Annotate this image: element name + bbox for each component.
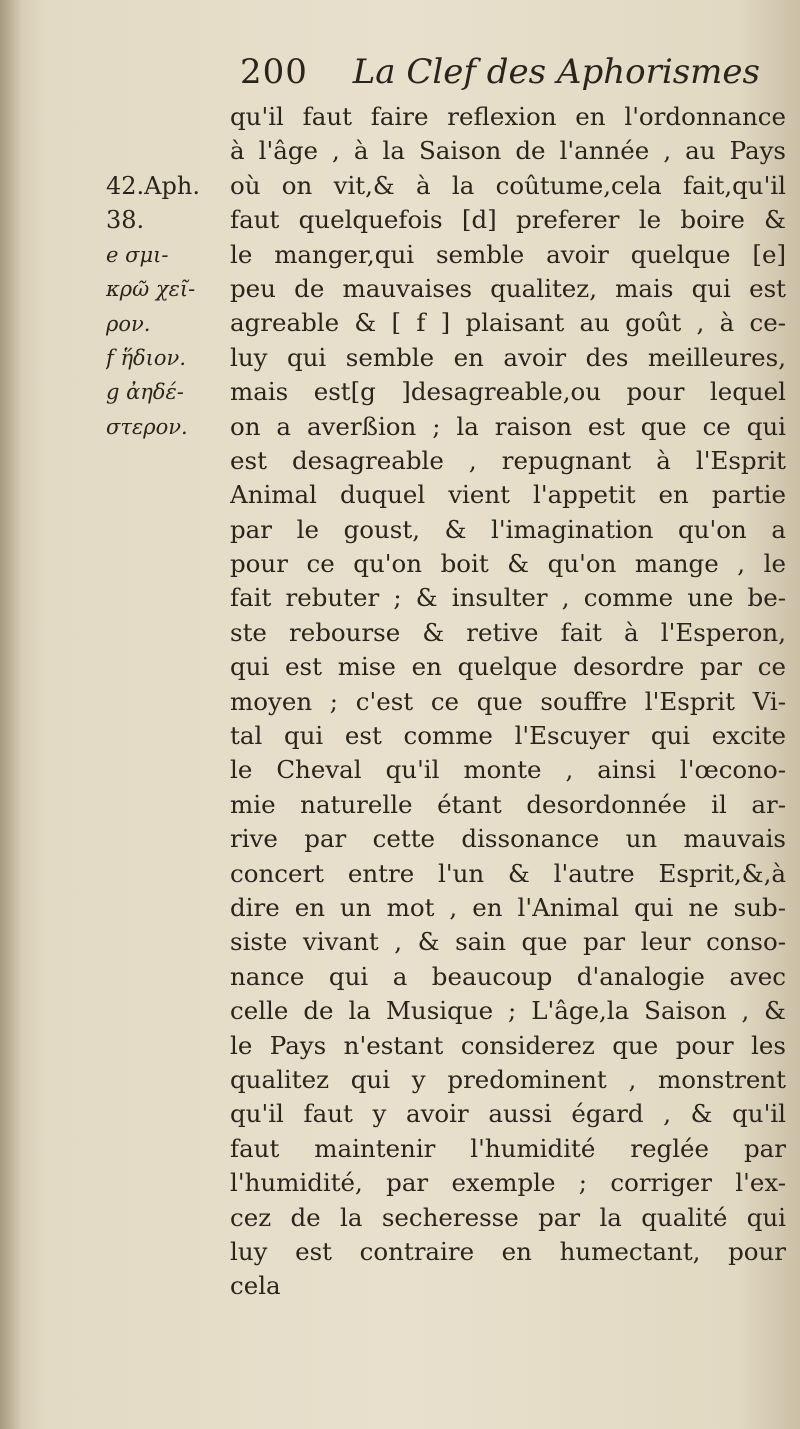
text-line: Animal duquel vient l'appetit en partie <box>230 480 786 510</box>
text-line: ste rebourse & retive fait à l'Esperon, <box>230 617 786 647</box>
text-line: siste vivant , & sain que par leur conso- <box>230 927 786 957</box>
text-line: qu'il faut y avoir aussi égard , & qu'il <box>230 1099 786 1129</box>
margin-note: 38. <box>106 206 145 235</box>
text-line: cez de la secheresse par la qualité qui <box>230 1202 786 1232</box>
page-number: 200 <box>240 52 308 92</box>
text-line: on a averßion ; la raison est que ce qui <box>230 411 786 441</box>
text-line: moyen ; c'est ce que souffre l'Esprit Vi- <box>230 686 786 716</box>
margin-note: ρον. <box>106 311 151 336</box>
text-line: qu'il faut faire reflexion en l'ordonnance <box>230 102 786 131</box>
text-line: l'humidité, par exemple ; corriger l'ex- <box>230 1168 786 1198</box>
text-line: faut maintenir l'humidité reglée par <box>230 1133 786 1163</box>
page-header <box>240 46 780 98</box>
text-line: mie naturelle étant desordonnée il ar- <box>230 789 786 819</box>
text-line: qui est mise en quelque desordre par ce <box>230 652 786 682</box>
text-line: le manger,qui semble avoir quelque [e] <box>230 239 786 269</box>
text-line: où on vit,& à la coûtume,cela fait,qu'il <box>230 170 786 200</box>
text-line: agreable & [ f ] plaisant au goût , à ce- <box>230 308 786 338</box>
body-text <box>230 100 786 1304</box>
text-line: pour ce qu'on boit & qu'on mange , le <box>230 549 786 579</box>
margin-note: g ἀηδέ- <box>106 380 184 405</box>
text-line: cela <box>230 1271 281 1301</box>
text-line: luy qui semble en avoir des meilleures, <box>230 342 786 372</box>
text-line: tal qui est comme l'Escuyer qui excite <box>230 721 786 751</box>
text-line: par le goust, & l'imagination qu'on a <box>230 514 786 544</box>
text-line: rive par cette dissonance un mauvais <box>230 824 786 854</box>
margin-note: στερον. <box>106 414 188 439</box>
running-title: La Clef des Aphorismes <box>352 52 760 92</box>
margin-note: f ἥδιον. <box>106 345 186 370</box>
text-line: le Pays n'estant considerez que pour les <box>230 1030 786 1060</box>
margin-note: e σμι- <box>106 242 169 267</box>
text-line: nance qui a beaucoup d'analogie avec <box>230 961 786 991</box>
text-line: est desagreable , repugnant à l'Esprit <box>230 445 786 475</box>
text-line: le Cheval qu'il monte , ainsi l'œcono- <box>230 755 786 785</box>
text-line: concert entre l'un & l'autre Esprit,&,à <box>230 858 786 888</box>
text-line: qualitez qui y predominent , monstrent <box>230 1064 786 1094</box>
gutter-shadow <box>0 0 22 1429</box>
margin-note: 42.Aph. <box>106 172 200 200</box>
text-line: celle de la Musique ; L'âge,la Saison , & <box>230 996 786 1026</box>
text-line: à l'âge , à la Saison de l'année , au Pays <box>230 136 786 166</box>
text-line: fait rebuter ; & insulter , comme une be- <box>230 583 786 613</box>
margin-notes <box>106 169 226 444</box>
text-line: peu de mauvaises qualitez, mais qui est <box>230 273 786 303</box>
text-line: faut quelquefois [d] preferer le boire & <box>230 205 786 235</box>
margin-note: κρῶ χεῖ- <box>106 277 196 302</box>
text-line: dire en un mot , en l'Animal qui ne sub- <box>230 892 786 922</box>
text-line: luy est contraire en humectant, pour <box>230 1236 786 1266</box>
text-line: mais est[g ]desagreable,ou pour lequel <box>230 377 786 407</box>
